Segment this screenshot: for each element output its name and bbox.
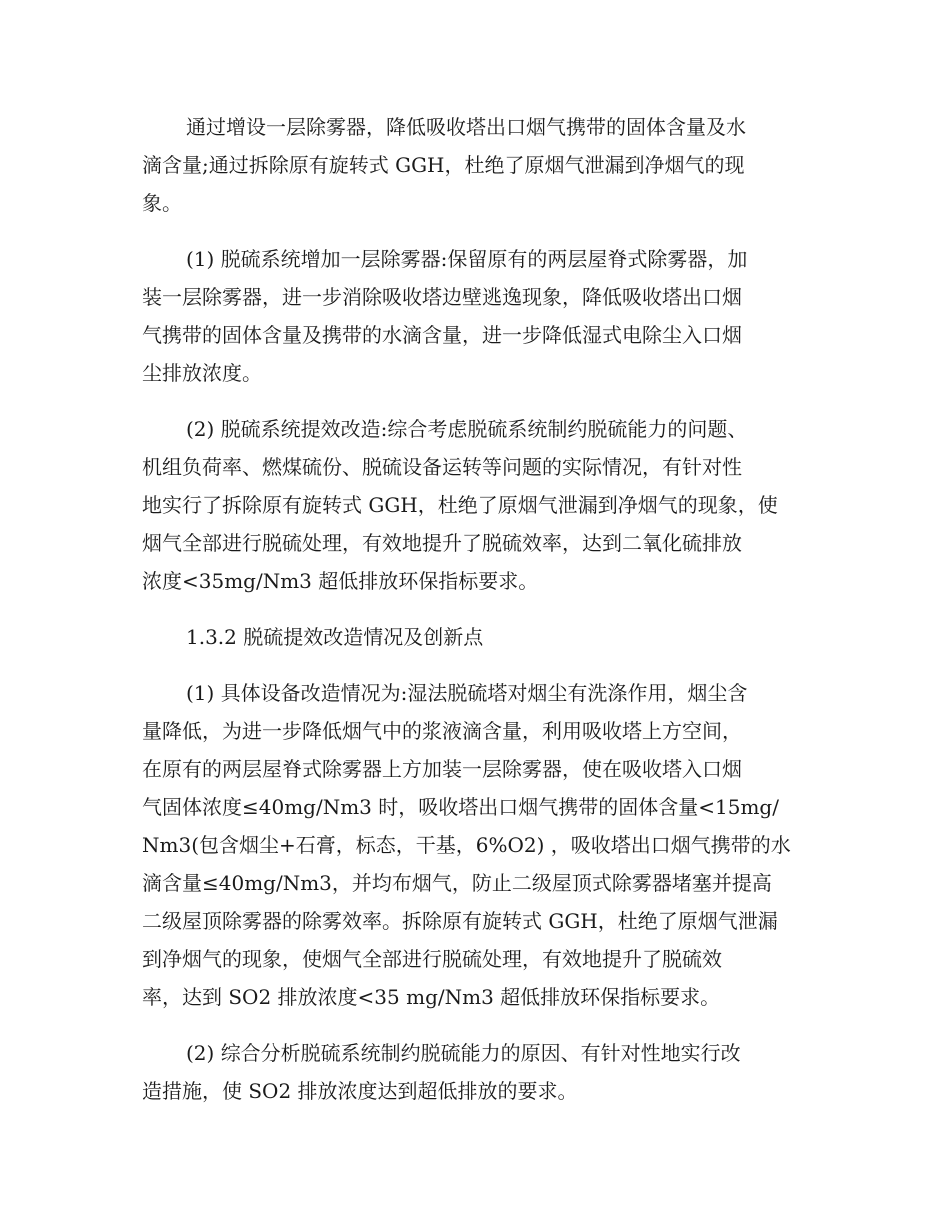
paragraph-intro [142,108,810,222]
text-line: 滴含量;通过拆除原有旋转式 GGH，杜绝了原烟气泄漏到净烟气的现 [142,153,745,177]
paragraph-detail-2 [142,1034,810,1110]
text-line: 气携带的固体含量及携带的水滴含量，进一步降低湿式电除尘入口烟 [142,323,742,347]
text-line: 滴含量≤40mg/Nm3，并均布烟气，防止二级屋顶式除雾器堵塞并提高 [142,871,772,895]
text-line: 二级屋顶除雾器的除雾效率。拆除原有旋转式 GGH，杜绝了原烟气泄漏 [142,909,778,933]
document-body [142,108,810,1110]
paragraph-spacer [142,656,810,674]
text-line: (1) 脱硫系统增加一层除雾器:保留原有的两层屋脊式除雾器，加 [186,247,748,271]
section-heading [142,618,810,656]
text-line: 装一层除雾器，进一步消除吸收塔边壁逃逸现象，降低吸收塔出口烟 [142,285,742,309]
text-line: 机组负荷率、燃煤硫份、脱硫设备运转等问题的实际情况，有针对性 [142,455,742,479]
text-line: Nm3(包含烟尘+石膏，标态，干基，6%O2) ，吸收塔出口烟气携带的水 [142,833,791,857]
text-line: 造措施，使 SO2 排放浓度达到超低排放的要求。 [142,1079,578,1103]
text-line: 在原有的两层屋脊式除雾器上方加装一层除雾器，使在吸收塔入口烟 [142,757,742,781]
paragraph-spacer [142,1016,810,1034]
section-heading-text: 1.3.2 脱硫提效改造情况及创新点 [186,625,484,649]
text-line: 到净烟气的现象，使烟气全部进行脱硫处理，有效地提升了脱硫效 [142,947,722,971]
text-line: (2) 综合分析脱硫系统制约脱硫能力的原因、有针对性地实行改 [186,1041,741,1065]
text-line: (1) 具体设备改造情况为:湿法脱硫塔对烟尘有洗涤作用，烟尘含 [186,681,748,705]
text-line: 通过增设一层除雾器，降低吸收塔出口烟气携带的固体含量及水 [186,115,746,139]
paragraph-spacer [142,222,810,240]
text-line: 尘排放浓度。 [142,361,262,385]
paragraph-spacer [142,392,810,410]
text-line: 象。 [142,191,182,215]
paragraph-detail-1 [142,674,810,1016]
text-line: 烟气全部进行脱硫处理，有效地提升了脱硫效率，达到二氧化硫排放 [142,531,742,555]
paragraph-spacer [142,600,810,618]
text-line: 气固体浓度≤40mg/Nm3 时，吸收塔出口烟气携带的固体含量<15mg/ [142,795,779,819]
text-line: 率，达到 SO2 排放浓度<35 mg/Nm3 超低排放环保指标要求。 [142,985,721,1009]
text-line: 量降低，为进一步降低烟气中的浆液滴含量，利用吸收塔上方空间， [142,719,742,743]
text-line: 浓度<35mg/Nm3 超低排放环保指标要求。 [142,569,539,593]
paragraph-item-2 [142,410,810,600]
paragraph-item-1 [142,240,810,392]
text-line: (2) 脱硫系统提效改造:综合考虑脱硫系统制约脱硫能力的问题、 [186,417,748,441]
text-line: 地实行了拆除原有旋转式 GGH，杜绝了原烟气泄漏到净烟气的现象，使 [142,493,778,517]
